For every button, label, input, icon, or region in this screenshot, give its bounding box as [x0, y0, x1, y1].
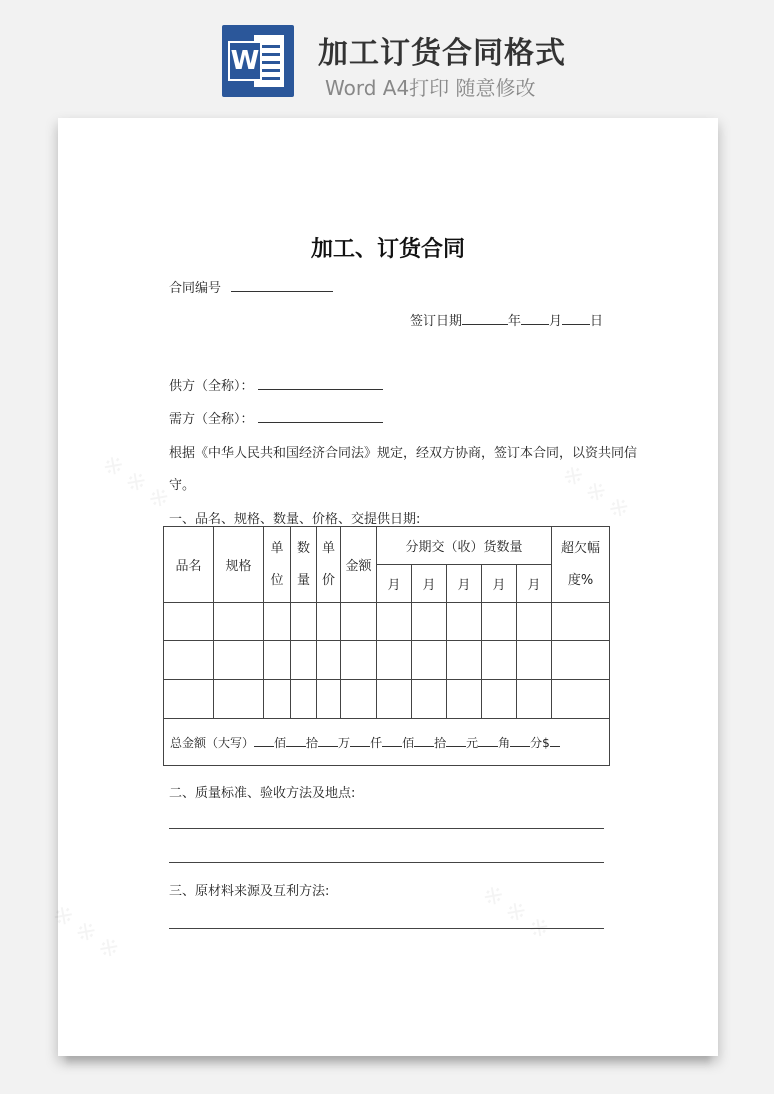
banner	[0, 0, 774, 112]
total-unit: 佰	[274, 735, 287, 750]
table-cell[interactable]	[552, 680, 610, 719]
table-cell[interactable]	[317, 680, 341, 719]
table-cell[interactable]	[214, 680, 264, 719]
total-unit: 万	[338, 735, 351, 750]
header-quantity-top: 数	[296, 540, 310, 556]
table-cell[interactable]	[164, 641, 214, 680]
table-cell[interactable]	[291, 641, 317, 680]
header-month: 月	[517, 565, 552, 603]
table-cell[interactable]	[552, 641, 610, 680]
header-shortfall-bottom: 度%	[567, 572, 594, 588]
header-quantity	[291, 527, 317, 603]
watermark	[97, 449, 175, 515]
contract-number-row	[169, 277, 333, 296]
total-row	[164, 719, 610, 766]
table-cell[interactable]	[377, 641, 412, 680]
total-unit: 元	[466, 735, 479, 750]
table-cell[interactable]	[412, 680, 447, 719]
table-cell[interactable]	[482, 641, 517, 680]
banner-title: 加工订货合同格式	[318, 36, 566, 71]
table-cell[interactable]	[164, 603, 214, 641]
header-shortfall-top: 超欠幅	[561, 540, 601, 556]
total-unit: 拾	[434, 735, 447, 750]
table-cell[interactable]	[291, 680, 317, 719]
supplier-label: 供方（全称）：	[169, 379, 254, 394]
header-month: 月	[482, 565, 517, 603]
table-cell[interactable]	[291, 603, 317, 641]
watermark	[47, 899, 125, 965]
buyer-field[interactable]	[258, 410, 383, 423]
table-cell[interactable]	[377, 603, 412, 641]
table-cell[interactable]	[341, 641, 377, 680]
sign-date-row	[410, 310, 603, 329]
banner-subtitle: Word A4打印 随意修改	[325, 76, 536, 100]
fill-line[interactable]	[169, 828, 604, 829]
header-spec: 规格	[214, 527, 264, 603]
table-cell[interactable]	[447, 680, 482, 719]
total-unit: 角	[498, 735, 511, 750]
section-3-heading: 三、原材料来源及互利方法:	[169, 884, 330, 899]
table-cell[interactable]	[482, 680, 517, 719]
table-row	[164, 603, 610, 641]
watermark	[477, 879, 555, 945]
header-quantity-bottom: 量	[296, 572, 310, 588]
total-blank[interactable]	[550, 734, 560, 747]
total-blank[interactable]	[254, 734, 274, 747]
header-installment: 分期交（收）货数量	[377, 527, 552, 565]
header-unit-price-top: 单	[321, 540, 335, 556]
table-cell[interactable]	[164, 680, 214, 719]
page-shadow	[66, 1054, 710, 1068]
table-cell[interactable]	[447, 641, 482, 680]
day-label: 日	[590, 314, 604, 329]
word-icon-letter: W	[228, 41, 262, 81]
intro-line-2: 守。	[169, 478, 196, 493]
table-cell[interactable]	[341, 603, 377, 641]
header-unit	[264, 527, 291, 603]
word-icon	[222, 25, 294, 97]
month-field[interactable]	[521, 312, 549, 325]
total-blank[interactable]	[414, 734, 434, 747]
total-unit: 拾	[306, 735, 319, 750]
supplier-row	[169, 375, 383, 394]
month-label: 月	[549, 314, 563, 329]
table-cell[interactable]	[517, 603, 552, 641]
table-row	[164, 641, 610, 680]
total-blank[interactable]	[318, 734, 338, 747]
header-unit-bottom: 位	[270, 572, 284, 588]
document-page	[58, 118, 718, 1056]
header-unit-price	[317, 527, 341, 603]
section-2-heading: 二、质量标准、验收方法及地点:	[169, 786, 356, 801]
table-cell[interactable]	[517, 680, 552, 719]
total-blank[interactable]	[350, 734, 370, 747]
document-title: 加工、订货合同	[310, 237, 465, 262]
contract-number-field[interactable]	[231, 279, 333, 292]
total-blank[interactable]	[446, 734, 466, 747]
header-amount: 金额	[341, 527, 377, 603]
total-unit: 仟	[370, 735, 383, 750]
table-cell[interactable]	[264, 603, 291, 641]
total-blank[interactable]	[478, 734, 498, 747]
buyer-row	[169, 408, 383, 427]
section-1-heading: 一、品名、规格、数量、价格、交提供日期:	[169, 512, 421, 527]
intro-line-1: 根据《中华人民共和国经济合同法》规定，经双方协商，签订本合同，以资共同信	[169, 446, 638, 461]
total-blank[interactable]	[510, 734, 530, 747]
fill-line[interactable]	[169, 862, 604, 863]
table-cell[interactable]	[341, 680, 377, 719]
total-blank[interactable]	[382, 734, 402, 747]
total-blank[interactable]	[286, 734, 306, 747]
total-unit: 佰	[402, 735, 415, 750]
table-cell[interactable]	[317, 603, 341, 641]
total-amount-label: 总金额（大写）	[170, 735, 255, 750]
order-table	[163, 526, 610, 766]
header-month: 月	[412, 565, 447, 603]
table-cell[interactable]	[264, 680, 291, 719]
table-cell[interactable]	[317, 641, 341, 680]
year-field[interactable]	[462, 312, 508, 325]
total-amount-cell	[164, 719, 610, 766]
total-unit: 分	[530, 735, 543, 750]
header-unit-price-bottom: 价	[321, 572, 335, 588]
table-cell[interactable]	[412, 603, 447, 641]
fill-line[interactable]	[169, 928, 604, 929]
header-name: 品名	[164, 527, 214, 603]
buyer-label: 需方（全称）：	[169, 412, 254, 427]
header-unit-top: 单	[270, 540, 284, 556]
table-cell[interactable]	[214, 603, 264, 641]
currency-symbol: $	[542, 735, 550, 750]
table-cell[interactable]	[447, 603, 482, 641]
supplier-field[interactable]	[258, 377, 383, 390]
contract-number-label: 合同编号	[169, 281, 222, 296]
sign-date-label: 签订日期	[410, 314, 463, 329]
table-cell[interactable]	[377, 680, 412, 719]
watermark	[557, 459, 635, 525]
table-cell[interactable]	[264, 641, 291, 680]
table-cell[interactable]	[482, 603, 517, 641]
header-month: 月	[447, 565, 482, 603]
header-shortfall	[552, 527, 610, 603]
table-cell[interactable]	[517, 641, 552, 680]
day-field[interactable]	[562, 312, 590, 325]
table-row	[164, 680, 610, 719]
header-month: 月	[377, 565, 412, 603]
table-cell[interactable]	[552, 603, 610, 641]
year-label: 年	[508, 314, 522, 329]
table-cell[interactable]	[214, 641, 264, 680]
table-cell[interactable]	[412, 641, 447, 680]
